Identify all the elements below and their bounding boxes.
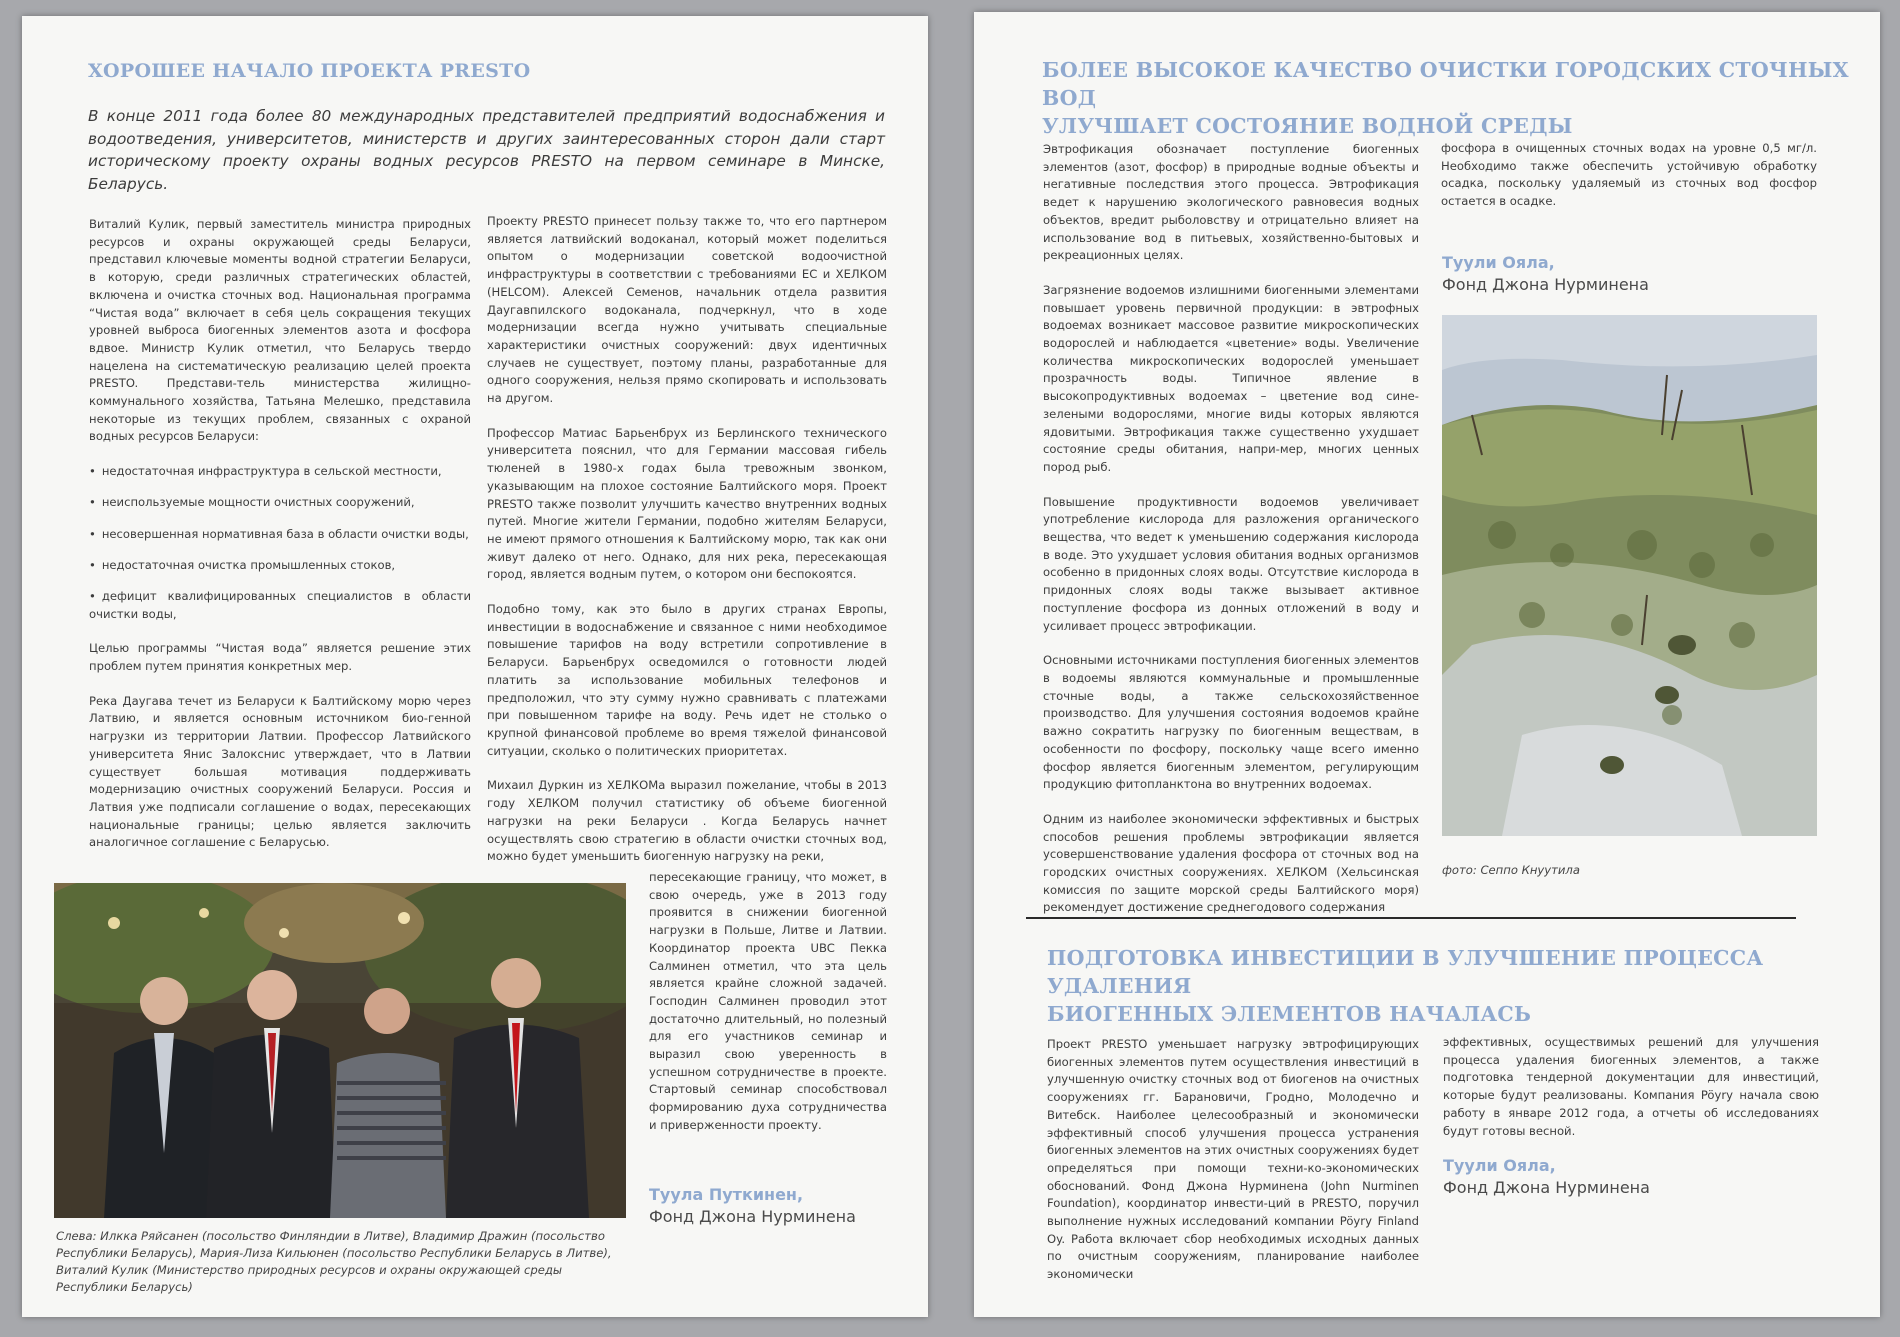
list-item: • недостаточная очистка промышленных стоков, (89, 557, 471, 575)
group-photo-image (54, 883, 626, 1218)
paragraph: Виталий Кулик, первый заместитель министра природных ресурсов и охраны окружающей среды Беларуси, представил ключевые моменты водной стратегии Беларуси, в которую, среди различных стратегических областей, включена и очистка сточных вод. Национальная программа “Чистая вода” включает в себя цель сокращения текущих уровней выброса биогенных элементов азота и фосфора вдвое. Министр Кулик отметил, что Беларусь твердо нацелена на систематическую реализацию целей проекта PRESTO. Представи-тель министерства жилищно-коммунального хозяйства, Татьяна Мелешко, представила некоторые из текущих проблем, связанных с охраной водных ресурсов Беларуси: (89, 217, 471, 444)
paragraph: эффективных, осуществимых решений для улучшения процесса удаления биогенных элементов, а также подготовка тендерной документации для инвестиций, которые будут реализованы. Компания Pöyry начала свою работу в январе 2012 года, а отчеты об исследованиях будут готовы весной. (1443, 1035, 1819, 1138)
paragraph: Эвтрофикация обозначает поступление биогенных элементов (азот, фосфор) в природные водные объекты и негативные последствия этого процесса. Эвтрофикация ведет к нарушению экологического равновесия водных объектов, вредит рыболовству и отрицательно влияет на использование вод в питьевых, хозяйственно-бытовых и рекреационных целях. (1043, 142, 1419, 263)
paragraph: Профессор Матиас Барьенбрух из Берлинского технического университета пояснил, что для Германии массовая гибель тюленей в 1980-х годах была тревожным звонком, указывающим на плохое состояние Балтийского моря. Проект PRESTO также позволит улучшить качество внутренних водных путей. Многие жители Германии, подобно жителям Беларуси, не имеют прямого отношения к Балтийскому морю, так как они живут далеко от него. Однако, для них река, пересекающая город, является водным путем, о котором они беспокоятся. (487, 425, 887, 582)
title-line: ПОДГОТОВКА ИНВЕСТИЦИИ В УЛУЧШЕНИЕ ПРОЦЕССА УДАЛЕНИЯ (1047, 946, 1764, 998)
paragraph: Михаил Дуркин из ХЕЛКОМа выразил пожелание, чтобы в 2013 году ХЕЛКОМ получил статистику об объеме биогенной нагрузки на реки Беларуси . Когда Беларусь начнет осуществлять свою стратегию в области очистки сточных вод, можно будет уменьшить биогенную нагрузку на реки, (487, 778, 887, 864)
paragraph: Целью программы “Чистая вода” является решение этих проблем путем принятия конкретных мер. (89, 641, 471, 674)
author-name: Туула Путкинен, (649, 1185, 804, 1204)
paragraph: Загрязнение водоемов излишними биогенными элементами повышает уровень первичной продукции: в эвтрофных водоемах возникает массовое развитие микроскопических водорослей и наблюдается «цветение» воды. Увеличение количества микроскопических водорослей уменьшает прозрачность воды. Типичное явление в высокопродуктивных водоемах – цветение вод сине-зелеными водорослями, многие виды которых являются ядовитыми. Эвтрофикация также существенно ухудшает состояние среды обитания, напри-мер, многих ценных пород рыб. (1043, 282, 1419, 474)
article2-title (1047, 944, 1880, 1028)
left-signature (649, 1184, 856, 1228)
photo-credit: фото: Сеппо Кнуутила (1442, 863, 1580, 877)
left-article-lead: В конце 2011 года более 80 международных представителей предприятий водоснабжения и водоотведения, университетов, министерств и других заинтересованных сторон дали старт историческому проекту охраны водных ресурсов PRESTO на первом семинаре в Минске, Беларусь. (88, 107, 885, 193)
article2-column-2 (1443, 1034, 1819, 1157)
author-name: Туули Ояла, (1442, 253, 1555, 272)
article1-column-1 (1043, 141, 1419, 934)
title-line: БОЛЕЕ ВЫСОКОЕ КАЧЕСТВО ОЧИСТКИ ГОРОДСКИХ СТОЧНЫХ ВОД (1042, 58, 1849, 110)
problem-list (89, 463, 471, 623)
algae-lake-photo (1442, 315, 1817, 836)
paragraph: фосфора в очищенных сточных водах на уровне 0,5 мг/л. Необходимо также обеспечить устойчивую обработку осадка, поскольку удаляемый из сточных вод фосфор остается в осадке. (1441, 141, 1817, 209)
title-line: БИОГЕННЫХ ЭЛЕМЕНТОВ НАЧАЛАСЬ (1047, 1002, 1532, 1026)
left-column-2-continued (649, 869, 887, 1152)
paragraph: Основными источниками поступления биогенных элементов в водоемы являются коммунальные и промышленные сточные воды, а также сельскохозяйственное производство. Для улучшения состояния водоемов крайне важно сократить нагрузку по биогенным веществам, в особенности по фосфору, поскольку чаще всего именно фосфор является биогенным элементом, регулирующим продукцию фитопланктона во внутренних водоемах. (1043, 653, 1419, 792)
article1-column-2 (1441, 140, 1817, 228)
author-organization: Фонд Джона Нурминена (1443, 1178, 1650, 1197)
paragraph: Подобно тому, как это было в других странах Европы, инвестиции в водоснабжение и связанное с ними необходимое повышение тарифов на воду встретили сопротивление в Беларуси. Барьенбрух осведомился о готовности людей платить за использование мобильных телефонов и предположил, что эту сумму нужно сравнивать с платежами при повышенном тарифе на воду. Речь идет не столько о крупной финансовой проблеме во время тяжелой финансовой ситуации, сколько о политических приоритетах. (487, 602, 887, 758)
paragraph: Проекту PRESTO принесет пользу также то, что его партнером является латвийский водоканал, который может поделиться опытом о модернизации советской водоочистной инфраструктуры в соответствии с требованиями ЕС и ХЕЛКОМ (HELCOM). Алексей Семенов, начальник отдела развития Даугавпилского водоканала, подчеркнул, что в ходе модернизации всегда нужно учитывать специальные характеристики очистных сооружений: двух идентичных случаев не существует, поэтому планы, разработанные для одного сооружения, нельзя прямо скопировать и использовать на другом. (487, 214, 887, 406)
list-item: • дефицит квалифицированных специалистов в области очистки воды, (89, 588, 471, 623)
list-item: • несовершенная нормативная база в области очистки воды, (89, 526, 471, 544)
article-divider (1026, 917, 1796, 919)
paragraph: Река Даугава течет из Беларуси к Балтийскому морю через Латвию, и является основным источником био-генной нагрузки из территории Латвии. Профессор Латвийского университета Янис Залокснис утверждает, что в Латвии существует большая мотивация поддерживать модернизацию очистных сооружений Беларуси. Россия и Латвия уже подписали соглашение о водах, пересекающих национальные границы; целью является заключить аналогичное соглашение с Беларусью. (89, 693, 471, 850)
author-organization: Фонд Джона Нурминена (649, 1207, 856, 1226)
article1-title (1042, 56, 1880, 140)
paragraph: Одним из наиболее экономически эффективных и быстрых способов решения проблемы эвтрофикации является усовершенствование удаления фосфора от сточных вод на городских очистных сооружениях. ХЕЛКОМ (Хельсинская комиссия по защите морской среды Балтийского моря) рекомендует достижение среднегодового содержания (1043, 811, 1419, 915)
author-name: Туули Ояла, (1443, 1156, 1556, 1175)
left-column-2 (487, 213, 887, 866)
paragraph: пересекающие границу, что может, в свою очередь, уже в 2013 году проявится в снижении биогенной нагрузки в Польше, Литве и Латвии. Координатор проекта UBC Пекка Салминен отметил, что эта цель является крайне сложной задачей. Господин Салминен проводил этот достаточно длительный, но полезный для его участников семинар и выразил свою уверенность в успешном сотрудничестве в проекте. Стартовый семинар способствовал формированию духа сотрудничества и приверженности проекту. (649, 870, 887, 1132)
photo-caption: Слева: Илкка Ряйсанен (посольство Финляндии в Литве), Владимир Дражин (посольство Республики Беларусь), Мария-Лиза Кильюнен (посольство Республики Беларусь в Литве), Виталий Кулик (Министерство природных ресурсов и охраны окружающей среды Республики Беларусь) (56, 1229, 612, 1294)
right-page (974, 12, 1880, 1317)
left-article-title: ХОРОШЕЕ НАЧАЛО ПРОЕКТА PRESTO (88, 60, 531, 82)
list-item: • неиспользуемые мощности очистных сооружений, (89, 494, 471, 512)
title-line: УЛУЧШАЕТ СОСТОЯНИЕ ВОДНОЙ СРЕДЫ (1042, 114, 1573, 138)
article1-signature (1442, 252, 1649, 296)
left-page (22, 16, 928, 1317)
list-item: • недостаточная инфраструктура в сельской местности, (89, 463, 471, 481)
paragraph: Проект PRESTO уменьшает нагрузку эвтрофицирующих биогенных элементов путем осуществления инвестиций в улучшенную очистку сточных вод от биогенов на очистных сооружениях гг. Барановичи, Гродно, Молодечно и Витебск. Наиболее целесообразный и экономически эффективный способ улучшения процесса устранения биогенных элементов на этих очистных сооружениях будет определяться при помощи техни-ко-экономических обоснований. Фонд Джона Нурминена (John Nurminen Foundation), координатор инвести-ций в PRESTO, поручил выполнение нужных исследований компании Pöyry Finland Oy. Работа включает сбор необходимых исходных данных по очистным сооружениям, планирование наиболее экономически (1047, 1037, 1419, 1282)
author-organization: Фонд Джона Нурминена (1442, 275, 1649, 294)
paragraph: Повышение продуктивности водоемов увеличивает употребление кислорода для разложения органического вещества, что ведет к уменьшению содержания кислорода в воде. Это ухудшает условия обитания водных организмов особенно в придонных слоях воды. Отсутствие кислорода в придонных слоях воды также вызывает активное поступление фосфора из донных отложений в воду и усиливает процесс эвтрофикации. (1043, 494, 1419, 633)
article2-column-1 (1047, 1036, 1419, 1301)
left-column-1 (89, 216, 471, 869)
algae-lake-image (1442, 315, 1817, 836)
article2-signature (1443, 1155, 1650, 1199)
group-photo (54, 883, 626, 1218)
